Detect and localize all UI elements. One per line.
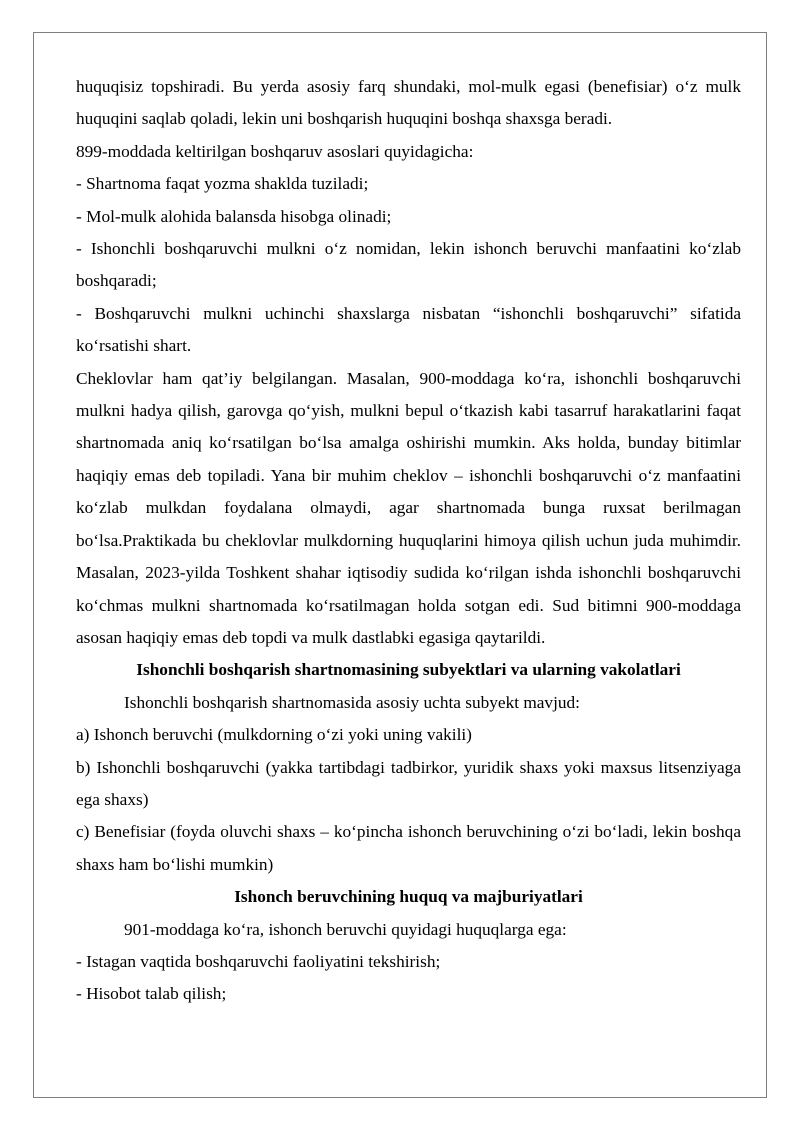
list-item: - Hisobot talab qilish; bbox=[76, 984, 227, 1004]
list-item: c) Benefisiar (foyda oluvchi shaxs – ko‘pincha ishonch beruvchining o‘zi bo‘ladi, lekin boshqa shaxs ham bo‘lishi mumkin) bbox=[76, 822, 741, 874]
paragraph: huquqisiz topshiradi. Bu yerda asosiy farq shundaki, mol-mulk egasi (benefisiar) o‘z mulk huquqini saqlab qoladi, lekin uni boshqarish huquqini boshqa shaxsga beradi. bbox=[76, 77, 741, 129]
paragraph: 901-moddaga ko‘ra, ishonch beruvchi quyidagi huquqlarga ega: bbox=[124, 919, 567, 939]
list-item: - Boshqaruvchi mulkni uchinchi shaxslarga nisbatan “ishonchli boshqaruvchi” sifatida ko‘rsatishi shart. bbox=[76, 303, 741, 356]
section-heading: Ishonch beruvchining huquq va majburiyatlari bbox=[234, 887, 583, 907]
list-item: b) Ishonchli boshqaruvchi (yakka tartibdagi tadbirkor, yuridik shaxs yoki maxsus litsenziyaga ega shaxs) bbox=[76, 757, 741, 809]
paragraph: Cheklovlar ham qat’iy belgilangan. Masalan, 900-moddaga ko‘ra, ishonchli boshqaruvchi mulkni hadya qilish, garovga qo‘yish, mulkni bepul o‘tkazish kabi tasarruf harakatlarini faqat shartnomada aniq ko‘rsatilgan bo‘lsa amalga oshirishi mumkin. Aks holda, bunday bitimlar haqiqiy emas deb topiladi. Yana bir muhim cheklov – ishonchli boshqaruvchi o‘z manfaatini ko‘zlab mulkdan foydalana olmaydi, agar shartnomada bunga ruxsat berilmagan bo‘lsa.Praktikada bu cheklovlar mulkdorning huquqlarini himoya qilish uchun juda muhimdir. Masalan, 2023-yilda Toshkent shahar iqtisodiy sudida ko‘rilgan ishda ishonchli boshqaruvchi ko‘chmas mulkni shartnomada ko‘rsatilmagan holda sotgan edi. Sud bitimni 900-moddaga asosan haqiqiy emas deb topdi va mulk dastlabki egasiga qaytarildi. bbox=[76, 368, 741, 647]
document-body bbox=[76, 71, 741, 1011]
list-item: - Shartnoma faqat yozma shaklda tuziladi; bbox=[76, 174, 369, 194]
section-heading: Ishonchli boshqarish shartnomasining subyektlari va ularning vakolatlari bbox=[136, 660, 681, 680]
list-item: - Istagan vaqtida boshqaruvchi faoliyatini tekshirish; bbox=[76, 951, 441, 971]
paragraph: 899-moddada keltirilgan boshqaruv asoslari quyidagicha: bbox=[76, 141, 474, 161]
list-item: - Mol-mulk alohida balansda hisobga olinadi; bbox=[76, 206, 392, 226]
list-item: a) Ishonch beruvchi (mulkdorning o‘zi yoki uning vakili) bbox=[76, 725, 472, 745]
paragraph: Ishonchli boshqarish shartnomasida asosiy uchta subyekt mavjud: bbox=[124, 692, 580, 712]
list-item: - Ishonchli boshqaruvchi mulkni o‘z nomidan, lekin ishonch beruvchi manfaatini ko‘zlab boshqaradi; bbox=[76, 239, 741, 291]
